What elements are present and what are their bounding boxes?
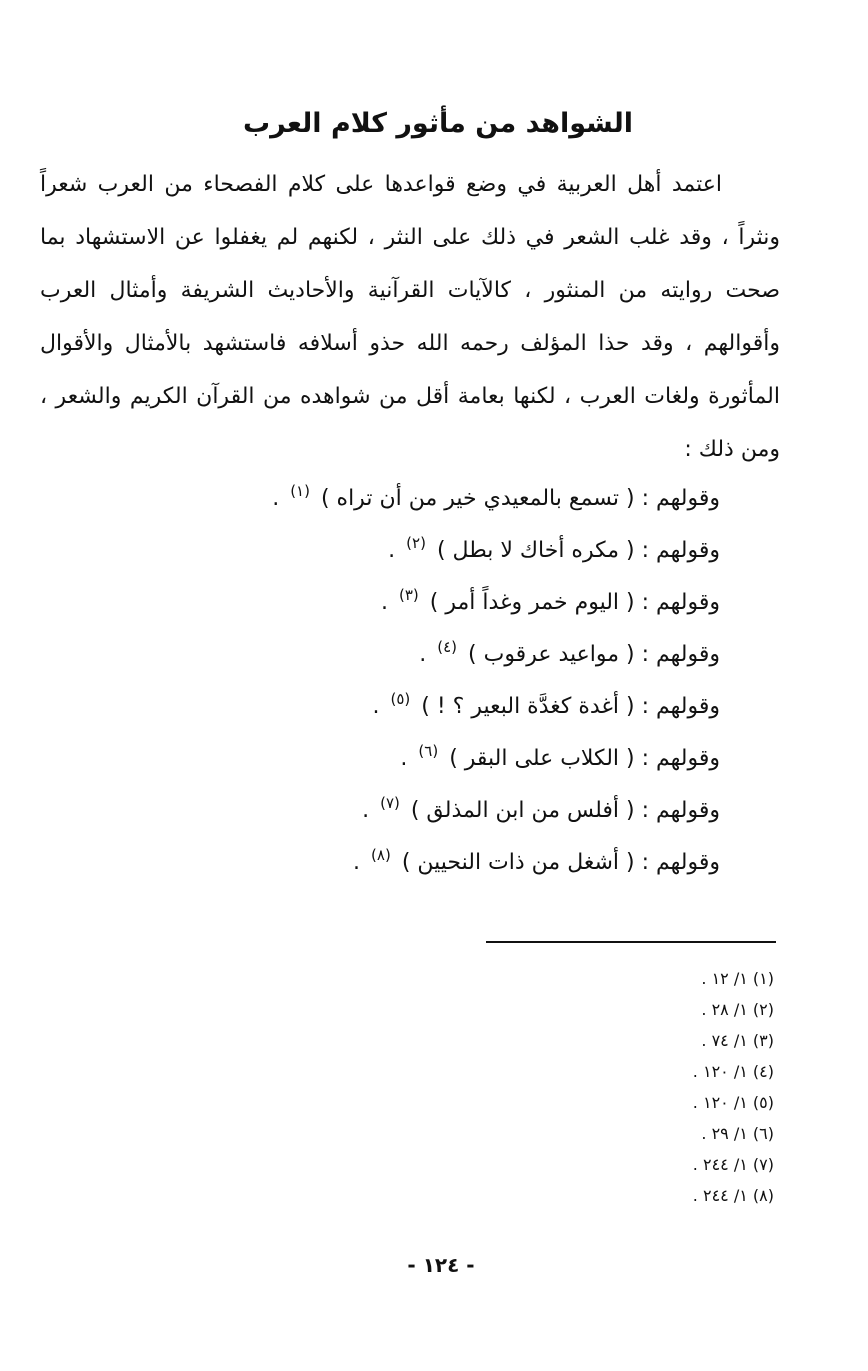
footnote: (٤) ١/ ١٢٠ . <box>692 1062 774 1081</box>
footnote-separator <box>486 941 776 943</box>
quote-text: وقولهم : ( الكلاب على البقر ) <box>449 746 720 771</box>
quote-text: وقولهم : ( مواعيد عرقوب ) <box>468 642 720 667</box>
footnote: (٨) ١/ ٢٤٤ . <box>692 1186 774 1205</box>
footnote-reference: (٤) <box>437 638 458 656</box>
footnote-reference: (٥) <box>390 690 411 708</box>
quote-line <box>120 465 720 517</box>
quote-text: وقولهم : ( مكره أخاك لا بطل ) <box>436 538 720 563</box>
footnote-reference: (١) <box>290 482 310 500</box>
quote-line <box>120 517 720 569</box>
quote-text: وقولهم : ( أغدة كغدَّة البعير ؟ ! ) <box>421 694 720 719</box>
quote-end: . <box>353 850 361 875</box>
quote-text: وقولهم : ( أفلس من ابن المذلق ) <box>410 798 720 823</box>
footnote: (٢) ١/ ٢٨ . <box>701 1000 774 1019</box>
quote-text: وقولهم : ( تسمع بالمعيدي خير من أن تراه ) <box>320 486 720 511</box>
footnote-reference: (٣) <box>398 586 419 604</box>
quote-end: . <box>419 642 427 667</box>
footnote-reference: (٦) <box>418 742 439 760</box>
quote-text: وقولهم : ( أشغل من ذات النحيين ) <box>401 850 720 875</box>
main-text <box>40 158 780 476</box>
quotes-list <box>120 465 720 881</box>
footnote: (٧) ١/ ٢٤٤ . <box>692 1155 774 1174</box>
footnote-reference: (٢) <box>406 534 426 552</box>
page-title: الشواهد من مأثور كلام العرب <box>243 108 633 139</box>
footnote: (٥) ١/ ١٢٠ . <box>692 1093 774 1112</box>
footnote: (١) ١/ ١٢ . <box>701 969 774 988</box>
page-number: - ١٢٤ - <box>407 1253 475 1277</box>
quote-end: . <box>272 486 280 511</box>
quote-line <box>120 673 720 725</box>
quote-end: . <box>372 694 380 719</box>
intro-paragraph: اعتمد أهل العربية في وضع قواعدها على كلام الفصحاء من العرب شعراً ونثراً ، وقد غلب الشعر في ذلك على النثر ، لكنهم لم يغفلوا عن الاستشهاد بما صحت روايته من المنثور ، كالآيات القرآنية والأحاديث الشريفة وأمثال العرب وأقوالهم ، وقد حذا المؤلف رحمه الله حذو أسلافه فاستشهد بالأمثال والأقوال المأثورة ولغات العرب ، لكنها بعامة أقل من شواهده من القرآن الكريم والشعر ، ومن ذلك : <box>40 172 780 462</box>
quote-line <box>120 829 720 881</box>
footnotes-list <box>474 963 774 1211</box>
footnote: (٦) ١/ ٢٩ . <box>701 1124 774 1143</box>
quote-end: . <box>400 746 408 771</box>
quote-line <box>120 621 720 673</box>
footnote-reference: (٧) <box>380 794 400 812</box>
quote-end: . <box>362 798 370 823</box>
quote-line <box>120 725 720 777</box>
quote-line <box>120 569 720 621</box>
quote-end: . <box>388 538 396 563</box>
footnote: (٣) ١/ ٧٤ . <box>701 1031 774 1050</box>
quote-text: وقولهم : ( اليوم خمر وغداً أمر ) <box>429 590 720 615</box>
footnote-reference: (٨) <box>371 846 391 864</box>
quote-end: . <box>380 590 388 615</box>
quote-line <box>120 777 720 829</box>
